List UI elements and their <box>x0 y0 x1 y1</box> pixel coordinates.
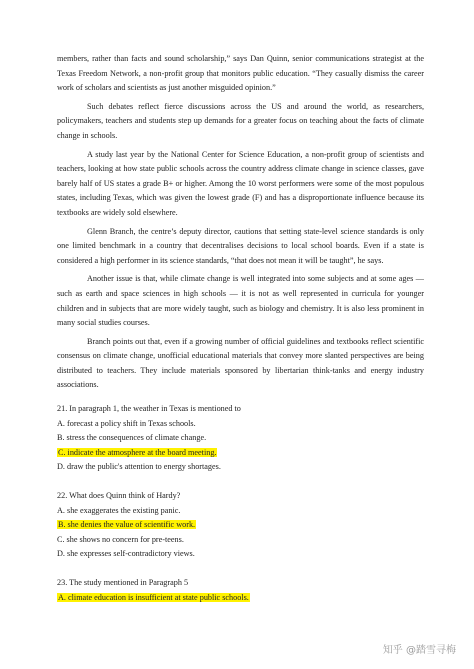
option-a <box>57 417 424 432</box>
option-text: D. she expresses self-contradictory views. <box>57 549 195 559</box>
option-d <box>57 547 424 562</box>
paragraph: Glenn Branch, the centre’s deputy director, cautions that setting state-level science standards is only one limited benchmark in a country that decentralises decisions to local school boards. Even if a state is considered a high performer in its science standards, “that does not mean it will be taught”, he says. <box>57 226 424 265</box>
option-c <box>57 533 424 548</box>
paragraph: Another issue is that, while climate change is well integrated into some subjects and at some ages — such as earth and space sciences in high schools — it is not as well represented in curricula for younger children and in subjects that are more widely taught, such as biology and chemistry. It is also less prominent in many social studies courses. <box>57 274 424 328</box>
question-list <box>57 402 424 619</box>
option-text: A. she exaggerates the existing panic. <box>57 505 181 515</box>
reading-passage <box>57 52 424 397</box>
question-stem: 21. In paragraph 1, the weather in Texas is mentioned to <box>57 404 241 413</box>
paragraph: Branch points out that, even if a growing number of official guidelines and textbooks reflect scientific consensus on climate change, unofficial educational materials that convey more slanted perspectives are being distributed to teachers. They include materials sponsored by libertarian think-tanks and energy industry associations. <box>57 336 424 390</box>
paragraph: Such debates reflect fierce discussions across the US and around the world, as researchers, policymakers, teachers and students step up demands for a greater focus on teaching about the facts of climate change in schools. <box>57 101 424 140</box>
highlighted-answer: A. climate education is insufficient at state public schools. <box>58 592 249 602</box>
option-b <box>57 431 424 446</box>
question-22 <box>57 489 424 562</box>
question-stem: 22. What does Quinn think of Hardy? <box>57 490 181 500</box>
highlighted-answer: C. indicate the atmosphere at the board meeting. <box>58 447 217 457</box>
option-c <box>57 446 424 461</box>
paragraph: members, rather than facts and sound scholarship,” says Dan Quinn, senior communications strategist at the Texas Freedom Network, a non-profit group that monitors public education. “They casually dismiss the career work of scholars and scientists as just another misguided opinion.” <box>57 54 424 93</box>
option-b <box>57 518 424 533</box>
option-text: B. stress the consequences of climate change. <box>57 433 207 443</box>
question-stem: 23. The study mentioned in Paragraph 5 <box>57 577 189 587</box>
option-d <box>57 460 424 475</box>
highlighted-answer: B. she denies the value of scientific work. <box>58 520 196 530</box>
option-a <box>57 504 424 519</box>
question-23 <box>57 576 424 605</box>
paragraph: A study last year by the National Center for Science Education, a non-profit group of scientists and teachers, looking at how state public schools across the country address climate change in science classes, gave barely half of US states a grade B+ or higher. Among the 10 worst performers were some of the most populous states, including Texas, which was given the lowest grade (F) and has a disproportionate influence because its textbooks are widely sold elsewhere. <box>57 149 424 217</box>
watermark-text: 知乎 @踏雪寻梅 <box>382 645 456 656</box>
option-text: D. draw the public's attention to energy shortages. <box>57 462 221 472</box>
option-text: A. forecast a policy shift in Texas schools. <box>57 418 196 428</box>
option-text: C. she shows no concern for pre-teens. <box>57 534 184 544</box>
question-21 <box>57 402 424 475</box>
option-a <box>57 591 424 606</box>
